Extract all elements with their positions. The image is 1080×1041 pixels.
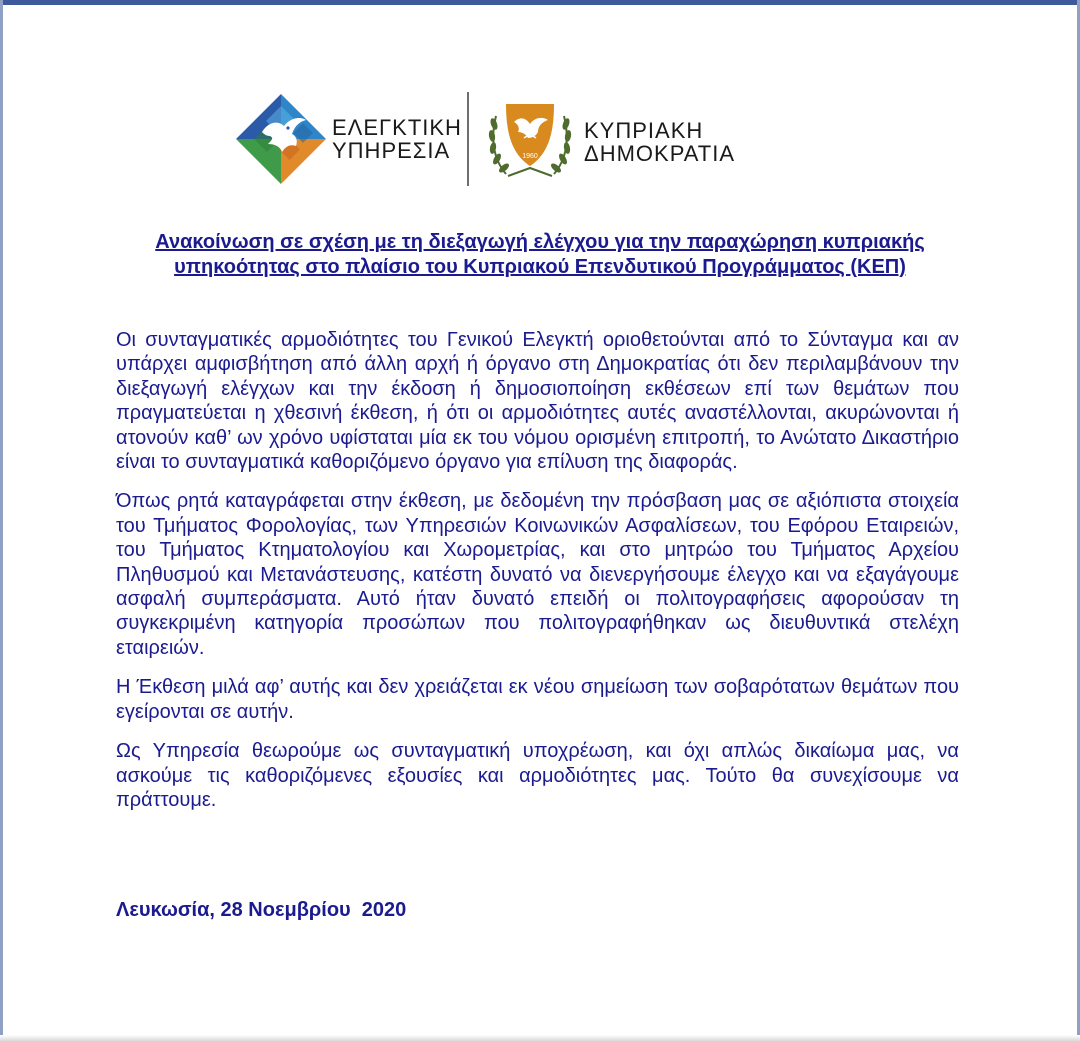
audit-office-line2: ΥΠΗΡΕΣΙΑ [332,138,451,163]
audit-office-name [332,116,462,162]
announcement-body [116,328,959,827]
paragraph-3: Η Έκθεση μιλά αφ’ αυτής και δεν χρειάζεται εκ νέου σημείωση των σοβαρότατων θεμάτων που εγείρονται σε αυτήν. [116,676,959,723]
paragraph-1: Οι συνταγματικές αρμοδιότητες του Γενικού Ελεγκτή οριοθετούνται από το Σύνταγμα και αν υπάρχει αμφισβήτηση από άλλη αρχή ή όργανο στη Δημοκρατίας ότι δεν περιλαμβάνουν την διεξαγωγή ελέγχων και την έκδοση ή δημοσιοποίηση εκθέσεων επί των θεμάτων που πραγματεύεται η χθεσινή έκθεση, ή ότι οι αρμοδιότητες αυτές αναστέλλονται, ακυρώνονται ή ατονούν καθ’ ων χρόνο υφίσταται μία εκ του νόμου ορισμένη επιτροπή, το Ανώτατο Δικαστήριο είναι το συνταγματικά καθοριζόμενο όργανο για επίλυση της διαφοράς. [116,329,959,474]
logo-divider [467,92,469,186]
bottom-edge [0,1035,1080,1041]
audit-office-logo [234,92,494,186]
paragraph-2: Όπως ρητά καταγράφεται στην έκθεση, με δεδομένη την πρόσβαση μας σε αξιόπιστα στοιχεία του Τμήματος Φορολογίας, των Υπηρεσιών Κοινωνικών Ασφαλίσεων, του Εφόρου Εταιρειών, του Τμήματος Κτηματολογίου και Χωρομετρίας, και στο μητρώο του Τμήματος Αρχείου Πληθυσμού και Μετανάστευσης, κατέστη δυνατό να διενεργήσουμε έλεγχο και να εξαγάγουμε ασφαλή συμπεράσματα. Αυτό ήταν δυνατό επειδή οι πολιτογραφήσεις αφορούσαν τη συγκεκριμένη κατηγορία προσώπων που πολιτογραφήθηκαν ως διευθυντικά στελέχη εταιρειών. [116,490,959,659]
republic-line1: ΚΥΠΡΙΑΚΗ [584,118,704,143]
left-border [0,0,3,1041]
title-line1: Ανακοίνωση σε σχέση με τη διεξαγωγή ελέγχου για την παραχώρηση κυπριακής [155,231,925,253]
top-border [0,0,1080,5]
audit-office-emblem-icon [234,92,328,186]
title-line2: υπηκοότητας στο πλαίσιο του Κυπριακού Επενδυτικού Προγράμματος (ΚΕΠ) [174,256,906,278]
republic-line2: ΔΗΜΟΚΡΑΤΙΑ [584,141,736,166]
audit-office-line1: ΕΛΕΓΚΤΙΚΗ [332,115,462,140]
republic-name [584,119,735,165]
place-and-date: Λευκωσία, 28 Νοεμβρίου 2020 [116,899,407,921]
announcement-title [80,230,1000,280]
paragraph-4: Ως Υπηρεσία θεωρούμε ως συνταγματική υποχρέωση, και όχι απλώς δικαίωμα μας, να ασκούμε τις καθοριζόμενες εξουσίες και αρμοδιότητες μας. Τούτο θα συνεχίσουμε να πράττουμε. [116,740,959,811]
republic-of-cyprus-logo [484,94,744,188]
emblem-year: 1960 [522,153,538,160]
cyprus-coat-of-arms-icon [484,94,576,186]
